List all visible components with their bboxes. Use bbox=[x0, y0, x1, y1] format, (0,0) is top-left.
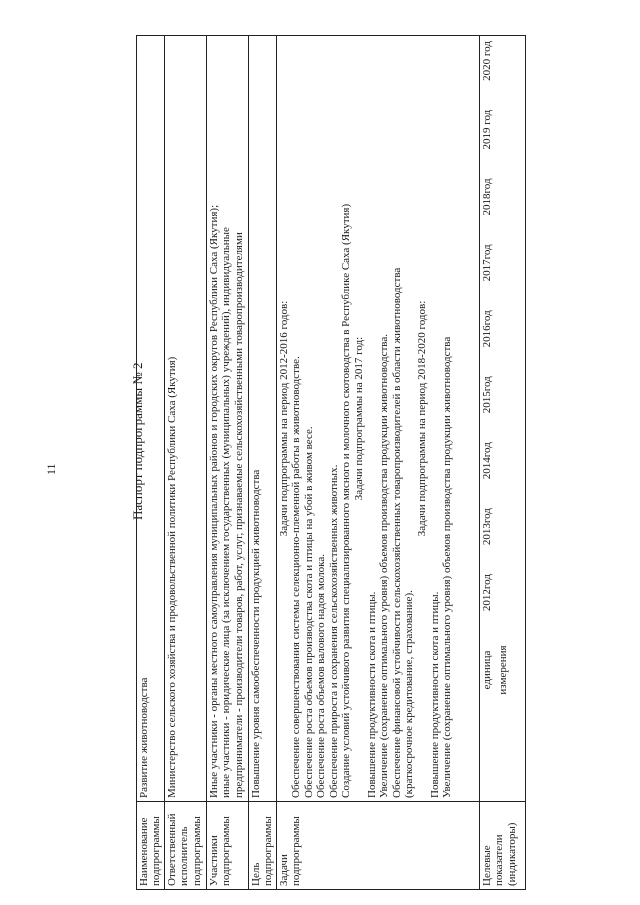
value-tasks bbox=[277, 36, 480, 802]
task-item: Обеспечение совершенствования системы селекционно-племенной работы в животноводстве. bbox=[290, 356, 303, 798]
label-executor: Ответственный исполнитель подпрограммы bbox=[165, 802, 207, 890]
label-goal: Цель подпрограммы bbox=[249, 802, 277, 890]
row-tasks bbox=[277, 36, 480, 890]
tasks-heading-2018: Задачи подпрограммы на период 2018-2020 годов: bbox=[416, 300, 429, 537]
row-participants bbox=[207, 36, 249, 890]
year-2015: 2015год bbox=[481, 376, 493, 414]
value-participants: Иные участники - органы местного самоуправления муниципальных районов и городских округов Республики Саха (Якутия); иные участники - юридические лица (за исключением государственных (муниципальных) учреждений), индивидуальные предприниматели - производители товаров, работ, услуг, признаваемые сельскохозяйственными товаропроизводителями bbox=[207, 36, 249, 802]
value-executor: Министерство сельского хозяйства и продовольственной политики Республики Саха (Якутия) bbox=[165, 36, 207, 802]
task-item: Повышение продуктивности скота и птицы. bbox=[365, 591, 378, 798]
tasks-heading-2017: Задачи подпрограммы на 2017 год: bbox=[353, 336, 366, 501]
task-item: Повышение продуктивности скота и птицы. bbox=[428, 591, 441, 798]
value-indicators bbox=[480, 36, 526, 802]
task-item: Обеспечение прироста и сохранения сельскохозяйственных животных. bbox=[327, 464, 340, 798]
value-goal: Повышение уровня самообеспеченности продукцией животноводства bbox=[249, 36, 277, 802]
task-item: Увеличение (сохранение оптимального уровня) объемов производства продукции животноводства bbox=[441, 336, 454, 798]
label-name: Наименование подпрограммы bbox=[137, 802, 165, 890]
row-indicators bbox=[480, 36, 526, 890]
label-tasks: Задачи подпрограммы bbox=[277, 802, 480, 890]
year-2013: 2013год bbox=[481, 508, 493, 546]
row-goal bbox=[249, 36, 277, 890]
year-2018: 2018год bbox=[481, 178, 493, 216]
task-item: Обеспечение роста объемов валового надоя молока. bbox=[315, 554, 328, 798]
task-item: Обеспечение роста объемов производства скота и птицы на убой в живом весе. bbox=[302, 426, 315, 798]
row-executor bbox=[165, 36, 207, 890]
document-title: Паспорт подпрограммы № 2 bbox=[130, 362, 145, 520]
year-2020: 2020 год bbox=[481, 41, 493, 81]
year-2012: 2012год bbox=[481, 574, 493, 612]
year-2017: 2017год bbox=[481, 244, 493, 282]
indicators-header bbox=[481, 39, 513, 798]
tasks-heading-2012: Задачи подпрограммы на период 2012-2016 годов: bbox=[278, 300, 290, 537]
page-number: 11 bbox=[44, 463, 58, 475]
task-item: Обеспечение финансовой устойчивости сельскохозяйственных товаропроизводителей в области животноводства bbox=[390, 267, 403, 798]
passport-table-wrapper bbox=[136, 35, 526, 890]
label-indicators: Целевые показатели (индикаторы) bbox=[480, 802, 526, 890]
year-2019: 2019 год bbox=[481, 109, 493, 150]
task-item: Создание условий устойчивого развития специализированного мясного и молочного скотоводства в Республике Саха (Якутия) bbox=[340, 203, 353, 798]
year-2016: 2016год bbox=[481, 310, 493, 348]
row-name bbox=[137, 36, 165, 890]
label-participants: Участники подпрограммы bbox=[207, 802, 249, 890]
task-item: (краткосрочное кредитование, страхование). bbox=[403, 590, 416, 798]
value-name: Развитие животноводства bbox=[137, 36, 165, 802]
passport-table bbox=[136, 35, 526, 890]
unit-header: единица измерения bbox=[481, 645, 509, 695]
task-item: Увеличение (сохранение оптимального уровня) объемов производства продукции животноводства. bbox=[378, 334, 391, 798]
year-2014: 2014год bbox=[481, 442, 493, 480]
